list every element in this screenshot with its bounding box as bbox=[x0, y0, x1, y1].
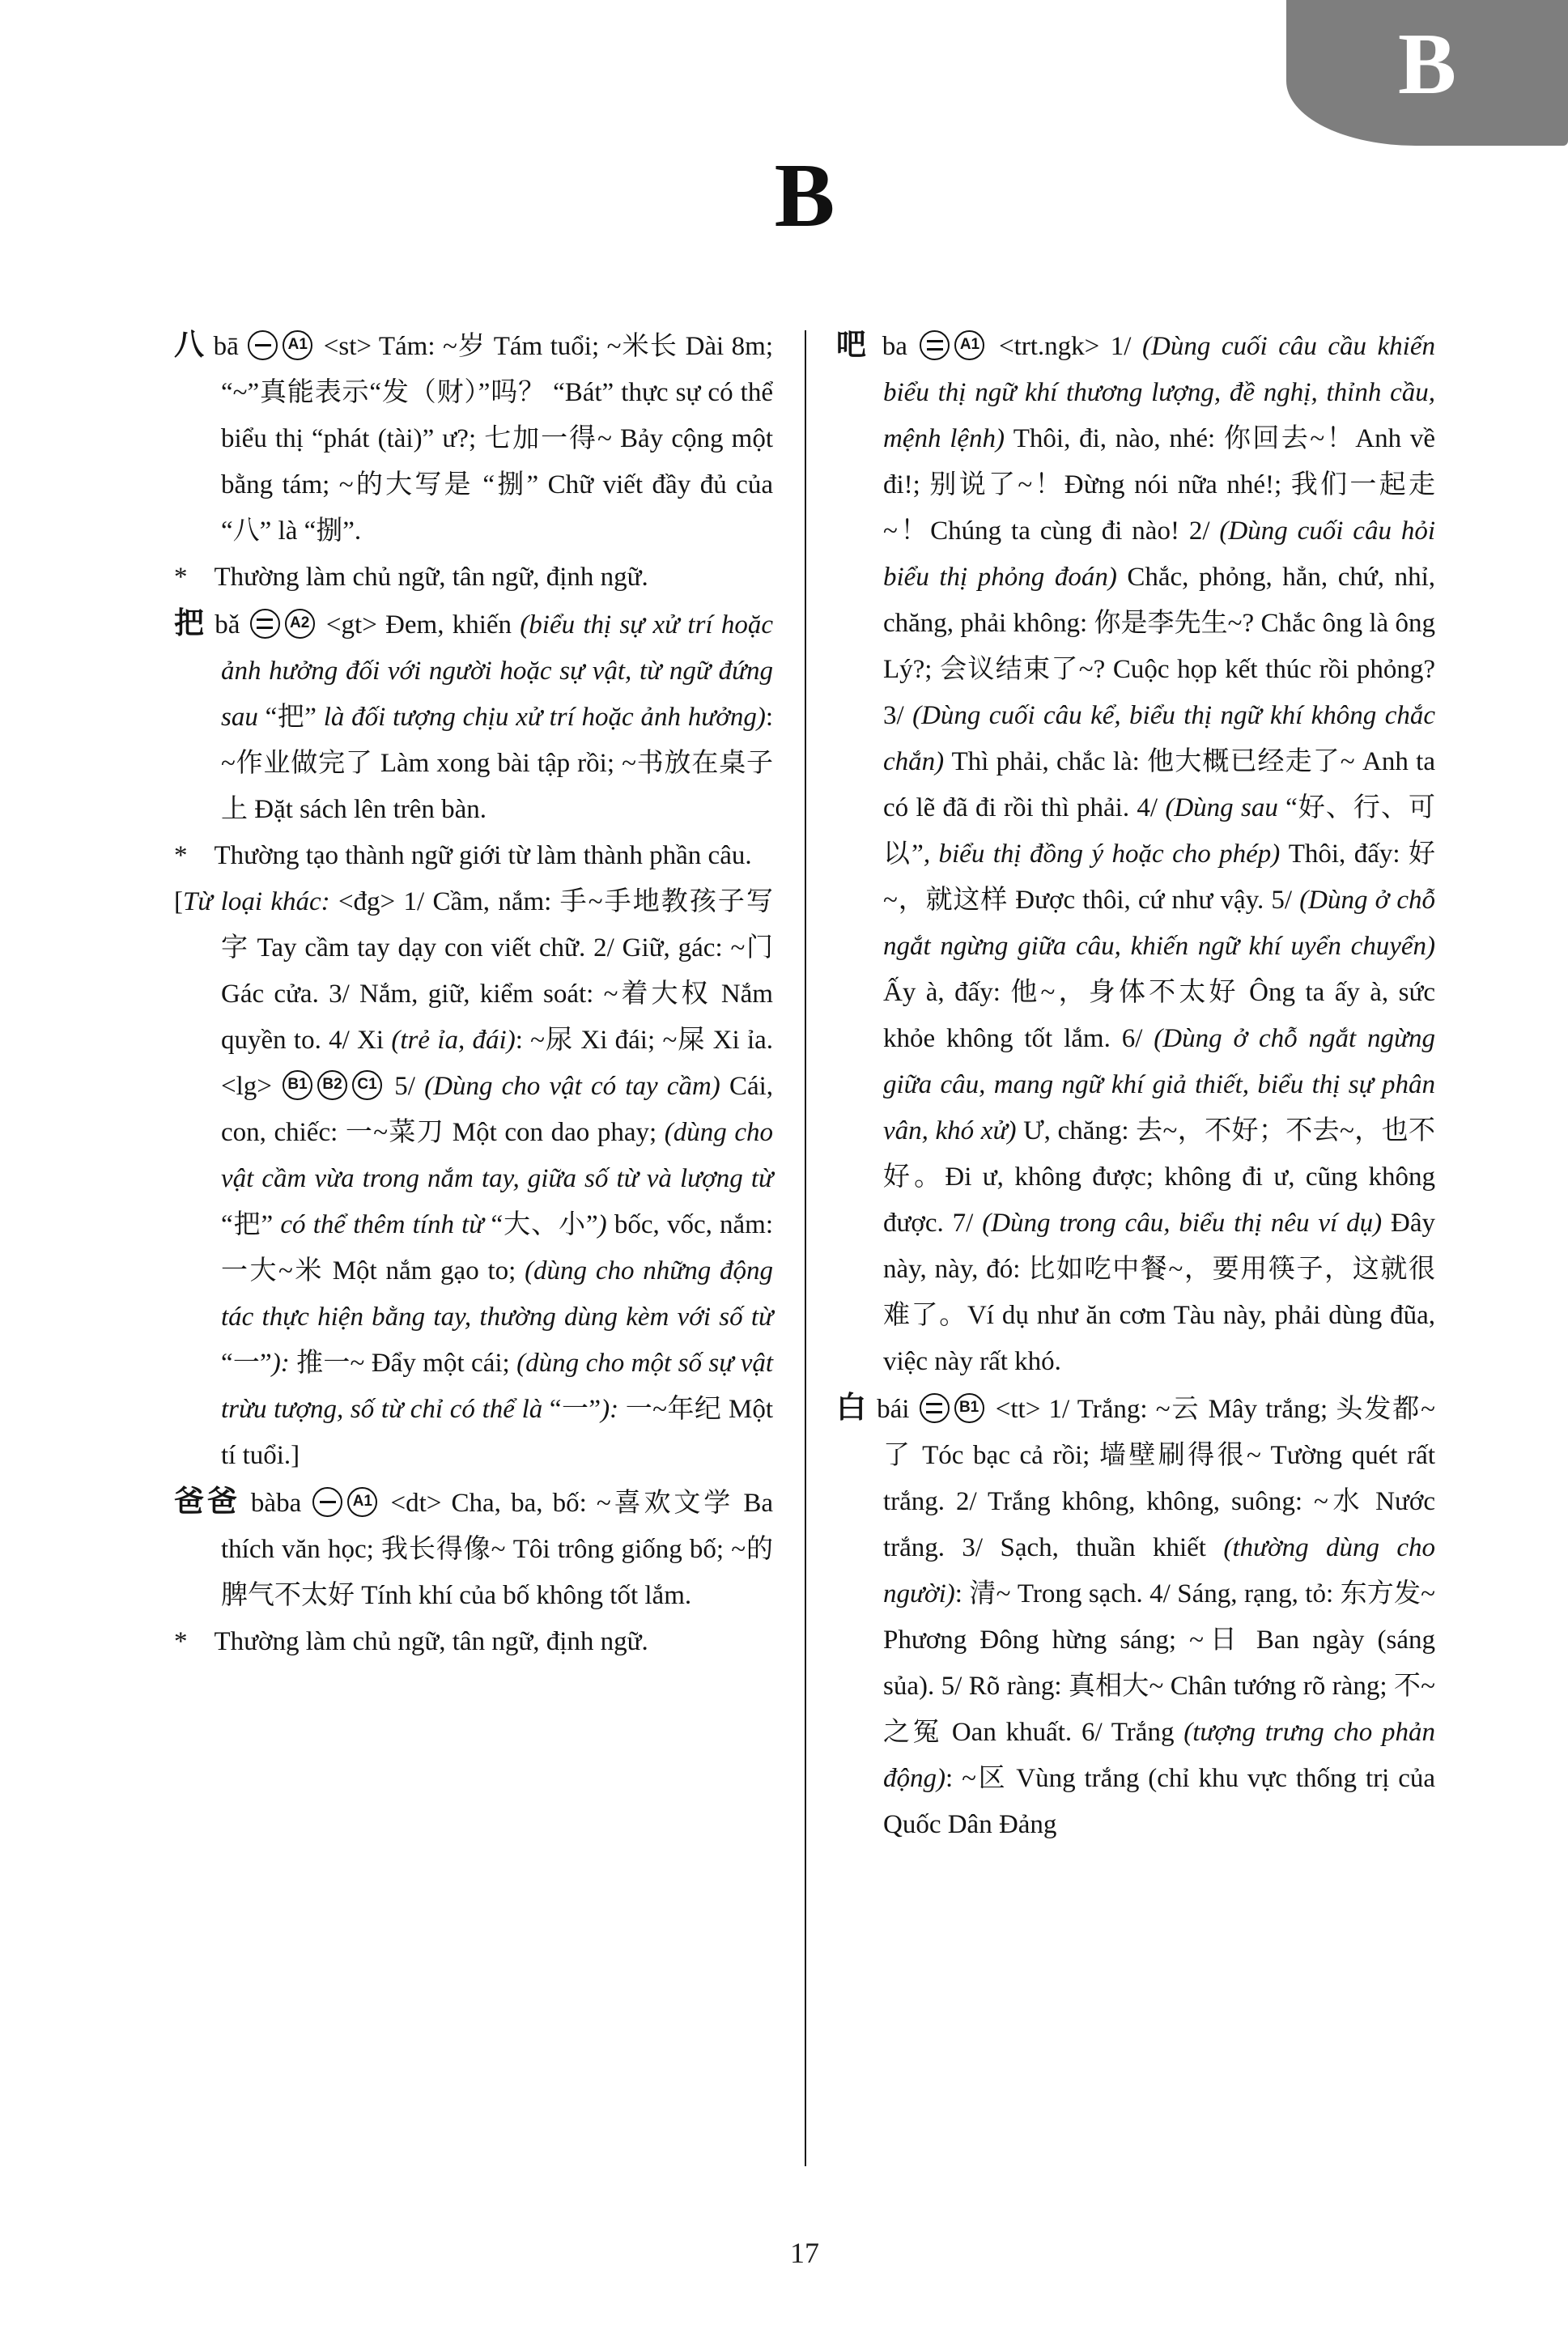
text-segment: Đừng nói nữa nhé!; bbox=[1064, 470, 1291, 499]
text-segment: 我长得像~ bbox=[380, 1535, 513, 1564]
text-segment: Thường tạo thành ngữ giới từ làm thành phần câu. bbox=[214, 841, 752, 870]
text-segment: “一” bbox=[221, 1349, 272, 1378]
text-segment: 比如吃中餐~，要用筷子，这就很难了。 bbox=[883, 1255, 1435, 1330]
text-segment: 一~菜刀 bbox=[345, 1118, 453, 1147]
text-segment: Xi đái; bbox=[580, 1026, 663, 1055]
text-segment: “八” bbox=[221, 516, 272, 546]
text-segment: Thôi, đấy: bbox=[1288, 839, 1409, 869]
text-segment: Được thôi, cứ như vậy. 5/ bbox=[1015, 886, 1300, 915]
text-segment: ~云 bbox=[1155, 1395, 1209, 1424]
dictionary-entry bbox=[836, 322, 1435, 1385]
text-segment: bǎ bbox=[215, 610, 249, 640]
text-segment: (Dùng cuối câu kể, biểu thị ngữ khí không chắc chắn) bbox=[883, 701, 1435, 776]
text-segment: ~着大权 bbox=[603, 980, 721, 1009]
text-segment: Thường làm chủ ngữ, tân ngữ, định ngữ. bbox=[214, 563, 648, 592]
text-segment: Bảy cộng một bằng tám; bbox=[221, 424, 773, 499]
text-segment: ~书放在桌子上 bbox=[221, 749, 774, 824]
level-badge-icon: A1 bbox=[347, 1487, 377, 1517]
text-segment: ~屎 bbox=[662, 1026, 713, 1055]
text-segment: Cuộc họp kết thúc rồi phỏng? 3/ bbox=[883, 655, 1435, 730]
text-segment: * bbox=[174, 1627, 215, 1656]
left-column bbox=[174, 322, 773, 1848]
text-segment: 去~，不好；不去~，也不好。 bbox=[883, 1116, 1435, 1192]
text-segment: 头发都~了 bbox=[883, 1395, 1436, 1470]
text-segment: ~尿 bbox=[530, 1026, 581, 1055]
text-segment: Làm xong bài tập rồi; bbox=[380, 749, 623, 778]
text-segment: (Dùng cuối câu hỏi biểu thị phỏng đoán) bbox=[883, 516, 1435, 592]
text-segment: có thể thêm tính từ bbox=[273, 1210, 491, 1239]
headword: 把 bbox=[174, 607, 215, 640]
text-segment: Ban ngày (sáng sủa). 5/ Rõ ràng: bbox=[883, 1625, 1435, 1701]
level-badge-icon: B1 bbox=[954, 1393, 984, 1423]
text-segment: 墙壁刷得很~ bbox=[1098, 1441, 1271, 1470]
section-letter-heading: B bbox=[774, 146, 835, 246]
text-segment: <đg> 1/ Cầm, nắm: bbox=[338, 887, 560, 916]
usage-note bbox=[174, 833, 773, 879]
text-segment: 真相大~ bbox=[1068, 1672, 1171, 1701]
text-segment: Chắc, phỏng, hẳn, chứ, nhỉ, chăng, phải không: bbox=[883, 563, 1435, 638]
text-segment: là bbox=[271, 516, 304, 546]
headword: 爸爸 bbox=[174, 1485, 251, 1519]
text-segment: Một tí tuổi.] bbox=[221, 1395, 773, 1470]
dictionary-entry bbox=[174, 879, 773, 1479]
text-segment: Ba thích văn học; bbox=[221, 1489, 774, 1564]
text-segment: Ư, chăng: bbox=[1023, 1116, 1137, 1145]
text-segment: ~喜欢文学 bbox=[596, 1489, 744, 1518]
text-segment: 清~ bbox=[969, 1579, 1018, 1608]
text-segment: Chắc ông là ông Lý?; bbox=[883, 609, 1435, 684]
level-badge-icon: A1 bbox=[954, 330, 984, 360]
text-segment: (Dùng cuối câu cầu khiến biểu thị ngữ khí thương lượng, đề nghị, thỉnh cầu, mệnh lệnh) bbox=[883, 332, 1435, 453]
text-segment: ): bbox=[271, 1349, 297, 1378]
text-segment: là đối tượng chịu xử trí hoặc ảnh hưởng) bbox=[316, 703, 766, 732]
text-segment: Phương Đông hừng sáng; bbox=[883, 1625, 1190, 1655]
text-segment: 推一~ bbox=[296, 1349, 372, 1378]
text-segment: (dùng cho một số sự vật trừu tượng, số từ chỉ có thể là bbox=[221, 1349, 774, 1424]
text-segment: (thường dùng cho người) bbox=[883, 1533, 1436, 1608]
dictionary-entry bbox=[174, 601, 773, 833]
text-segment: 东方发~ bbox=[1340, 1579, 1436, 1608]
text-segment: Xi ỉa. <lg> bbox=[221, 1026, 774, 1101]
text-segment: 你是李先生~? bbox=[1094, 609, 1261, 638]
text-segment: Mây trắng; bbox=[1208, 1395, 1336, 1424]
text-segment: : bbox=[945, 1764, 962, 1793]
dictionary-entry bbox=[174, 322, 773, 555]
text-segment: “大、小” bbox=[491, 1210, 598, 1239]
text-segment: Tôi trông giống bố; bbox=[512, 1535, 732, 1564]
text-segment: ~岁 bbox=[442, 332, 494, 361]
text-segment: Chúng ta cùng đi nào! 2/ bbox=[930, 516, 1220, 546]
headword: 八 bbox=[174, 329, 214, 362]
text-segment: Ông ta ấy à, sức khỏe không tốt lắm. 6/ bbox=[883, 978, 1435, 1053]
text-segment: 他~，身体不太好 bbox=[1010, 978, 1250, 1007]
text-segment: bā bbox=[213, 332, 247, 361]
level-badge-icon bbox=[920, 330, 950, 360]
section-corner-tab bbox=[1286, 0, 1568, 146]
text-segment: Oan khuất. 6/ Trắng bbox=[951, 1718, 1184, 1747]
text-segment: Đẩy một cái; bbox=[371, 1349, 517, 1378]
level-badge-icon: A1 bbox=[283, 330, 312, 360]
text-segment: 我们一起走~！ bbox=[883, 470, 1436, 546]
text-segment: : bbox=[765, 703, 773, 732]
level-badge-icon bbox=[250, 609, 280, 639]
level-badge-icon: B2 bbox=[317, 1070, 347, 1100]
text-segment: bốc, vốc, nắm: bbox=[614, 1210, 774, 1239]
text-segment: Tay cầm tay dạy con viết chữ. 2/ Giữ, gác: bbox=[257, 933, 731, 963]
headword: 吧 bbox=[836, 329, 882, 362]
text-segment: Trong sạch. 4/ Sáng, rạng, tỏ: bbox=[1017, 1579, 1341, 1608]
text-segment: Dài 8m; bbox=[685, 332, 774, 361]
text-segment: Nắm quyền to. 4/ Xi bbox=[221, 980, 773, 1055]
text-segment: (biểu thị sự xử trí hoặc ảnh hưởng đối với người hoặc sự vật, từ ngữ đứng sau bbox=[221, 610, 773, 732]
text-segment: (dùng cho vật cầm vừa trong nắm tay, giữa số từ và lượng từ bbox=[221, 1118, 774, 1193]
text-segment: (Dùng sau bbox=[1165, 793, 1286, 822]
level-badge-icon bbox=[920, 1393, 950, 1423]
text-segment: Đi ư, không được; không đi ư, cũng không được. 7/ bbox=[883, 1162, 1435, 1238]
text-segment: ~米长 bbox=[606, 332, 686, 361]
text-segment: Anh về đi!; bbox=[883, 424, 1435, 499]
dictionary-entry bbox=[836, 1385, 1435, 1848]
text-segment: . bbox=[354, 516, 362, 546]
text-segment: Ví dụ như ăn cơm Tàu này, phải dùng đũa, việc này rất khó. bbox=[883, 1301, 1436, 1376]
text-segment: “Bát” thực sự có thể biểu thị “phát (tài)” ư?; bbox=[221, 378, 773, 453]
text-segment: Tám tuổi; bbox=[493, 332, 607, 361]
level-badge-icon bbox=[248, 330, 278, 360]
text-segment: <tt> 1/ Trắng: bbox=[987, 1395, 1156, 1424]
text-segment: * bbox=[174, 563, 215, 592]
text-segment: 5/ bbox=[385, 1072, 425, 1101]
text-segment: Đặt sách lên trên bàn. bbox=[254, 795, 487, 824]
text-segment: , biểu thị đồng ý hoặc cho phép) bbox=[923, 839, 1289, 869]
text-segment: 手~手地教孩子写字 bbox=[221, 887, 774, 963]
text-segment: Một nắm gạo to; bbox=[332, 1256, 525, 1285]
text-segment: <dt> Cha, ba, bố: bbox=[380, 1489, 597, 1518]
level-badge-icon: A2 bbox=[285, 609, 315, 639]
text-segment: Thì phải, chắc là: bbox=[951, 747, 1148, 776]
text-segment: Một con dao phay; bbox=[452, 1118, 665, 1147]
text-segment: “把” bbox=[265, 703, 317, 732]
text-segment: Nước trắng. 3/ Sạch, thuần khiết bbox=[883, 1487, 1435, 1562]
corner-letter: B bbox=[1397, 16, 1457, 113]
text-segment: (tượng trưng cho phản động) bbox=[883, 1718, 1435, 1793]
text-segment: ): bbox=[601, 1395, 626, 1424]
text-segment: 一~年纪 bbox=[625, 1395, 729, 1424]
text-segment: Tính khí của bố không tốt lắm. bbox=[361, 1581, 692, 1610]
text-segment: bái bbox=[877, 1395, 918, 1424]
text-segment: (Dùng ở chỗ ngắt ngừng giữa câu, mang ngữ khí giả thiết, biểu thị sự phân vân, khó xử) bbox=[883, 1024, 1436, 1145]
text-segment: “一” bbox=[549, 1395, 601, 1424]
right-column bbox=[836, 322, 1435, 1848]
level-badge-icon: B1 bbox=[283, 1070, 312, 1100]
text-segment: <st> Tám: bbox=[316, 332, 443, 361]
text-segment: (Dùng ở chỗ ngắt ngừng giữa câu, khiến ngữ khí uyển chuyển) bbox=[883, 886, 1435, 961]
text-segment: <trt.ngk> 1/ bbox=[988, 332, 1143, 361]
dictionary-entry bbox=[174, 1479, 773, 1619]
text-segment: [ bbox=[174, 887, 183, 916]
text-segment: (Dùng cho vật có tay cầm) bbox=[424, 1072, 729, 1101]
text-segment: 七加一得~ bbox=[484, 424, 620, 453]
text-segment: 不~之冤 bbox=[883, 1672, 1435, 1747]
text-segment: Tóc bạc cả rồi; bbox=[922, 1441, 1099, 1470]
text-segment: (trẻ ỉa, đái) bbox=[391, 1026, 516, 1055]
text-segment: 你回去~！ bbox=[1223, 424, 1356, 453]
usage-note bbox=[174, 555, 773, 601]
text-segment: “好、行、可以” bbox=[883, 793, 1435, 869]
text-segment: Từ loại khác: bbox=[183, 887, 338, 916]
text-segment: (dùng cho những động tác thực hiện bằng tay, thường dùng kèm với số từ bbox=[221, 1256, 773, 1332]
text-segment: 会议结束了~? bbox=[940, 655, 1113, 684]
text-segment: Vùng trắng (chỉ khu vực thống trị của Quốc Dân Đảng bbox=[883, 1764, 1436, 1839]
text-segment: ~的大写是 “捌” bbox=[338, 470, 548, 499]
text-segment: : bbox=[515, 1026, 531, 1055]
text-segment: Chân tướng rõ ràng; bbox=[1170, 1672, 1394, 1701]
text-segment: Tường quét rất trắng. 2/ Trắng không, không, suông: bbox=[883, 1441, 1435, 1516]
text-segment: Đây này, này, đó: bbox=[883, 1209, 1435, 1284]
text-segment: ) bbox=[597, 1210, 614, 1239]
page-number: 17 bbox=[790, 2237, 819, 2269]
text-segment: Gác cửa. 3/ Nắm, giữ, kiểm soát: bbox=[221, 980, 604, 1009]
text-segment: <gt> Đem, khiến bbox=[317, 610, 521, 640]
text-segment: “捌” bbox=[304, 516, 355, 546]
text-segment: ~的脾气不太好 bbox=[221, 1535, 773, 1610]
text-segment: 他大概已经走了~ bbox=[1147, 747, 1362, 776]
text-segment: Cái, con, chiếc: bbox=[221, 1072, 774, 1147]
text-segment: ~日 bbox=[1189, 1625, 1256, 1655]
usage-note bbox=[174, 1619, 773, 1665]
page-content bbox=[174, 322, 1435, 1848]
text-segment: “把” bbox=[221, 1210, 274, 1239]
text-segment: Ấy à, đấy: bbox=[883, 978, 1011, 1007]
level-badge-icon: C1 bbox=[352, 1070, 382, 1100]
text-segment: Anh ta có lẽ đã đi rồi thì phải. 4/ bbox=[883, 747, 1435, 822]
text-segment: ~水 bbox=[1313, 1487, 1376, 1516]
text-segment: 好~，就这样 bbox=[883, 839, 1435, 915]
text-segment: ba bbox=[882, 332, 919, 361]
level-badge-icon bbox=[312, 1487, 342, 1517]
text-segment: Thường làm chủ ngữ, tân ngữ, định ngữ. bbox=[214, 1627, 648, 1656]
text-segment: ~区 bbox=[962, 1764, 1017, 1793]
text-segment: 别说了~！ bbox=[929, 470, 1064, 499]
text-segment: Chữ viết đầy đủ của bbox=[547, 470, 773, 499]
text-segment: 一大~米 bbox=[221, 1256, 333, 1285]
text-segment: “~”真能表示“发（财）”吗？ bbox=[221, 378, 554, 407]
text-segment: (Dùng trong câu, biểu thị nêu ví dụ) bbox=[982, 1209, 1392, 1238]
text-segment: ~门 bbox=[730, 933, 774, 963]
text-segment: bàba bbox=[250, 1489, 312, 1518]
headword: 白 bbox=[836, 1392, 877, 1425]
text-segment: * bbox=[174, 841, 215, 870]
text-segment: ~作业做完了 bbox=[221, 749, 380, 778]
text-segment: Thôi, đi, nào, nhé: bbox=[1013, 424, 1224, 453]
text-segment: : bbox=[954, 1579, 970, 1608]
